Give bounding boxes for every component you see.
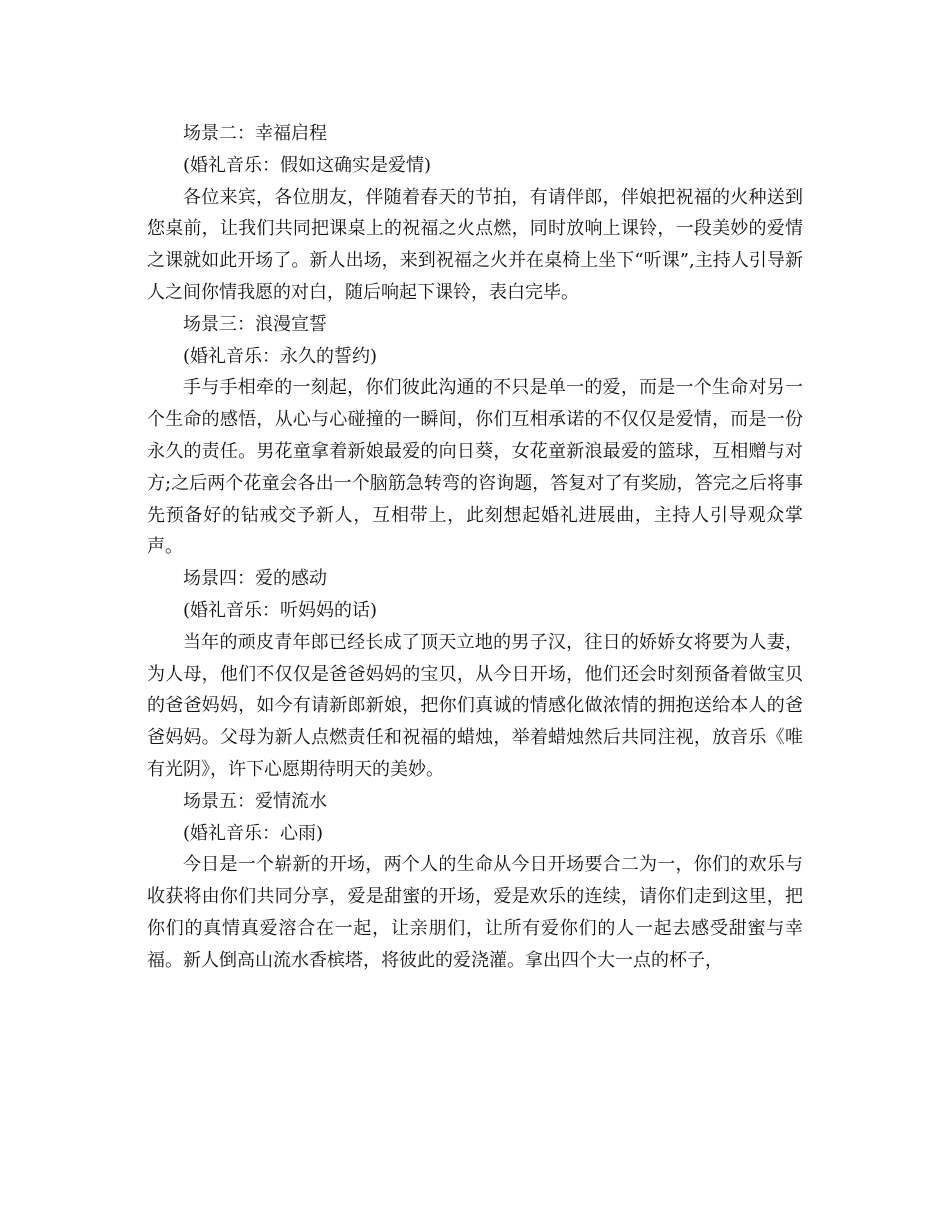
scene-five-paragraph: 今日是一个崭新的开场，两个人的生命从今日开场要合二为一，你们的欢乐与收获将由你们共同分享，爱是甜蜜的开场，爱是欢乐的连续，请你们走到这里，把你们的真情真爱溶合在一起，让亲朋们，让所有爱你们的人一起去感受甜蜜与幸福。新人倒高山流水香槟塔，将彼此的爱浇灌。拿出四个大一点的杯子， [147,854,803,971]
scene-three-paragraph: 手与手相牵的一刻起，你们彼此沟通的不只是单一的爱，而是一个生命对另一个生命的感悟，从心与心碰撞的一瞬间，你们互相承诺的不仅仅是爱情，而是一份永久的责任。男花童拿着新娘最爱的向日葵，女花童新浪最爱的篮球，互相赠与对方;之后两个花童会各出一个脑筋急转弯的咨询题，答复对了有奖励，答完之后将事先预备好的钻戒交予新人，互相带上，此刻想起婚礼进展曲，主持人引导观众掌声。 [147,377,803,558]
scene-two-heading: 场景二：幸福启程 [183,123,327,144]
scene-five-heading: 场景五：爱情流水 [183,790,327,812]
scene-four-paragraph: 当年的顽皮青年郎已经长成了顶天立地的男子汉，往日的娇娇女将要为人妻，为人母，他们不仅仅是爸爸妈妈的宝贝，从今日开场，他们还会时刻预备着做宝贝的爸爸妈妈，如今有请新郎新娘，把你们真诚的情感化做浓情的拥抱送给本人的爸爸妈妈。父母为新人点燃责任和祝福的蜡烛，举着蜡烛然后共同注视，放音乐《唯有光阴》，许下心愿期待明天的美妙。 [147,631,803,780]
scene-three-heading: 场景三：浪漫宣誓 [183,313,327,335]
document-body [147,118,803,977]
scene-two-paragraph: 各位来宾，各位朋友，伴随着春天的节拍，有请伴郎，伴娘把祝福的火种送到您桌前，让我们共同把课桌上的祝福之火点燃，同时放响上课铃，一段美妙的爱情之课就如此开场了。新人出场，来到祝福之火并在桌椅上坐下“听课”,主持人引导新人之间你情我愿的对白，随后响起下课铃，表白完毕。 [147,186,803,303]
scene-five-music: (婚礼音乐：心雨) [183,822,324,844]
scene-three-music: (婚礼音乐：永久的誓约) [183,345,378,367]
scene-four-music: (婚礼音乐：听妈妈的话) [183,599,378,621]
scene-four-heading: 场景四：爱的感动 [183,568,327,590]
scene-two-music: (婚礼音乐：假如这确实是爱情) [183,154,432,176]
